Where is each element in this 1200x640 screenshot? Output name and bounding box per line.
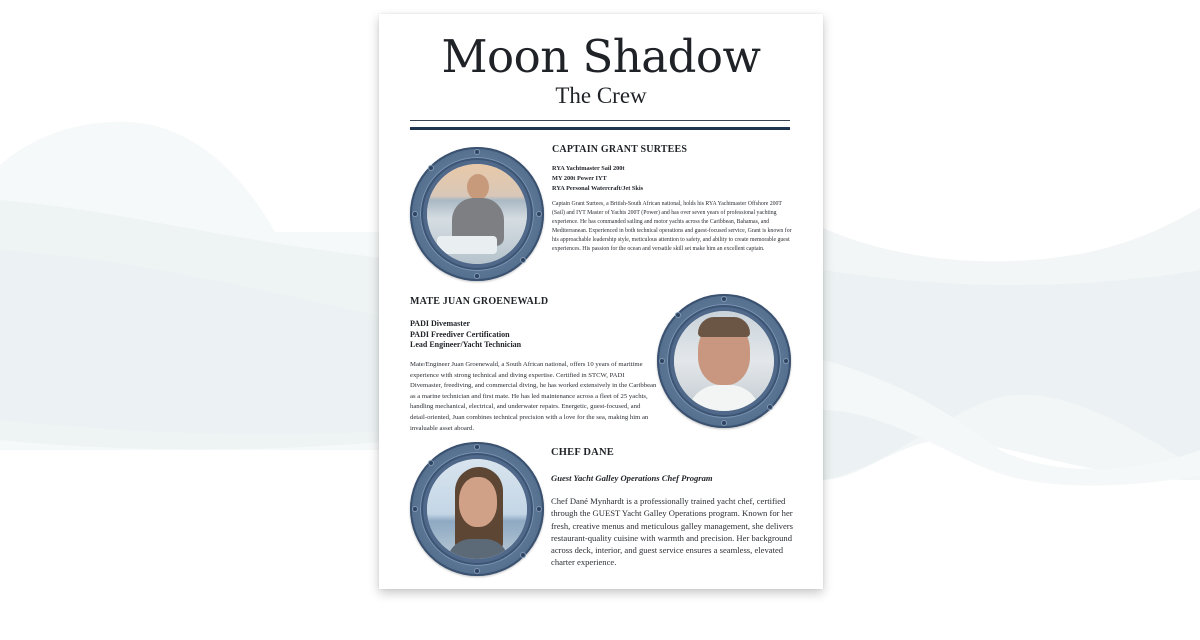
- document-title: Moon Shadow: [441, 30, 761, 83]
- qualification-item: PADI Divemaster: [410, 319, 471, 328]
- divider-thick: [410, 127, 790, 130]
- bolt-icon: [413, 212, 417, 216]
- crew-name-mate: MATE JUAN GROENEWALD: [410, 296, 549, 307]
- bolt-icon: [475, 150, 479, 154]
- crew-qualifications-captain: [552, 164, 643, 194]
- bolt-icon: [722, 421, 726, 425]
- crew-qualifications-chef: Guest Yacht Galley Operations Chef Program: [551, 473, 713, 483]
- bolt-icon: [413, 507, 417, 511]
- chef-photo: [427, 459, 527, 559]
- bolt-icon: [475, 274, 479, 278]
- porthole-photo-mate-icon: [657, 294, 791, 428]
- porthole-photo-captain-icon: [410, 147, 544, 281]
- divider-thin: [410, 120, 790, 121]
- qualification-item: MY 200t Power IYT: [552, 175, 607, 182]
- bolt-icon: [475, 569, 479, 573]
- qualification-item: RYA Yachtmaster Sail 200t: [552, 165, 625, 172]
- qualification-item: Lead Engineer/Yacht Technician: [410, 340, 522, 350]
- captain-photo: [427, 164, 527, 264]
- bolt-icon: [475, 445, 479, 449]
- bolt-icon: [660, 359, 664, 363]
- crew-bio-chef: Chef Dané Mynhardt is a professionally trained yacht chef, certified through the GUEST Yacht Galley Operations program. Known for her fresh, creative menus and meticulous galley management, she delivers restaurant-quality cuisine with warmth and precision. Her background across deck, interior, and guest service ensures a seamless, elevated charter experience.: [551, 496, 793, 568]
- bolt-icon: [722, 297, 726, 301]
- crew-name-chef: CHEF DANE: [551, 447, 614, 458]
- bolt-icon: [537, 212, 541, 216]
- crew-qualifications-mate: [410, 319, 521, 351]
- bolt-icon: [537, 507, 541, 511]
- porthole-photo-chef-icon: [410, 442, 544, 576]
- mate-photo: [674, 311, 774, 411]
- crew-bio-captain: Captain Grant Surtees, a British-South African national, holds his RYA Yachtmaster Offshore 200T (Sail) and IYT Master of Yachts 200T (Power) and has over seven years of professional yachting experience. He has commanded sailing and motor yachts across the Caribbean, Bahamas, and Mediterranean. Experienced in both technical operations and guest-focused service, Grant is known for his approachable leadership style, meticulous attention to safety, and ability to create memorable guest experiences. His passion for the ocean and versatile skill set make him an excellent captain.: [552, 201, 792, 253]
- crew-name-captain: CAPTAIN GRANT SURTEES: [552, 144, 688, 155]
- crew-document-page: [379, 14, 823, 589]
- crew-bio-mate: Mate/Engineer Juan Groenewald, a South African national, offers 10 years of maritime experience with strong technical and diving expertise. Certified in STCW, PADI Divemaster, freediving, and commercial diving, he has worked extensively in the Caribbean as a marine technician and first mate. He has led maintenance across a fleet of 25 yachts, handling mechanical, electrical, and underwater repairs. Energetic, guest-focused, and detail-oriented, Juan combines technical precision with a love for the sea, making him an invaluable asset aboard.: [410, 361, 657, 432]
- qualification-item: PADI Freediver Certification: [410, 329, 510, 339]
- bolt-icon: [784, 359, 788, 363]
- qualification-item: RYA Personal Watercraft/Jet Skis: [552, 185, 644, 192]
- document-subtitle: The Crew: [555, 83, 647, 108]
